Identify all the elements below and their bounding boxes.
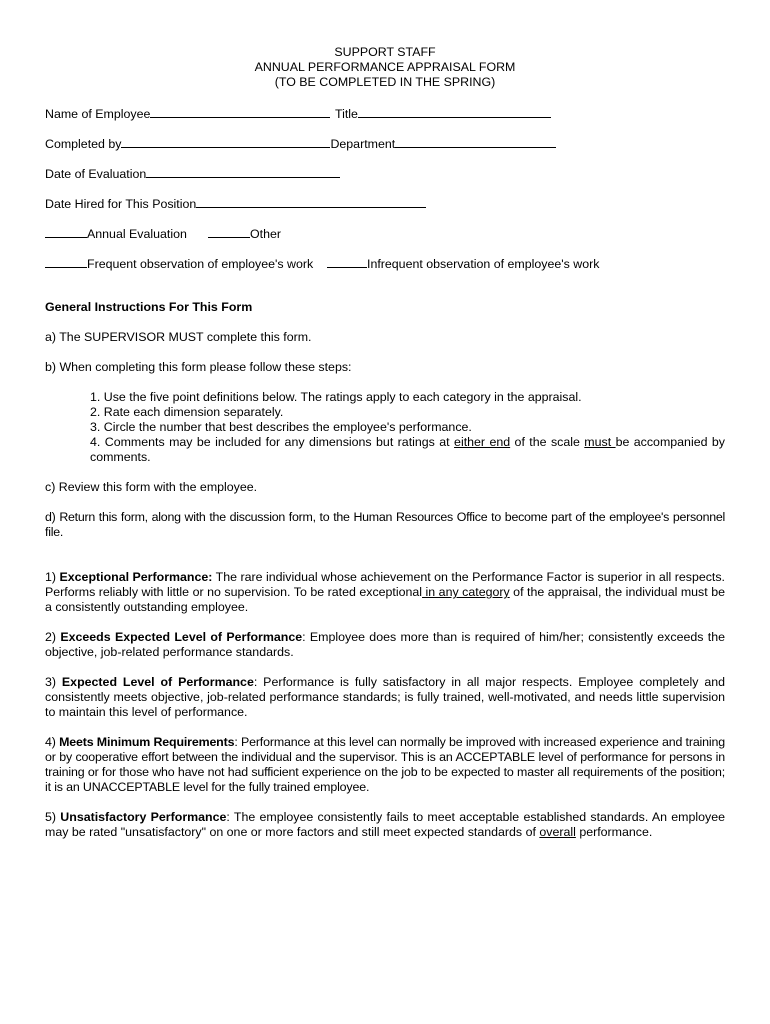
definition-2 — [45, 630, 725, 660]
definition-1-text-b: of the appraisal, the individual must be a consistently outstanding employee. — [45, 585, 725, 614]
definition-4-number: 4) — [45, 735, 60, 749]
step-2: 2. Rate each dimension separately. — [90, 405, 284, 419]
definition-2-number: 2) — [45, 630, 61, 644]
definition-4-title: Meets Minimum Requirements — [59, 735, 235, 749]
step-4 — [90, 435, 725, 465]
other-label: Other — [250, 227, 281, 241]
definition-1 — [45, 570, 725, 615]
definition-3 — [45, 675, 725, 720]
date-hired-row — [45, 195, 725, 210]
title-field[interactable] — [358, 105, 551, 118]
definition-1-text-a: The rare individual whose achievement on the Performance Factor is superior in all respects. Performs reliably with little or no supervision. To be rated exceptional — [45, 570, 725, 599]
definition-1-number: 1) — [45, 570, 60, 584]
instruction-b: b) When completing this form please follow these steps: — [45, 360, 352, 374]
instructions-heading — [45, 300, 725, 315]
name-of-employee-field[interactable] — [150, 105, 330, 118]
definition-5-overall: overall — [539, 825, 576, 839]
annual-evaluation-blank[interactable] — [45, 225, 87, 238]
title-line-3: (TO BE COMPLETED IN THE SPRING) — [274, 75, 496, 89]
definition-5 — [45, 810, 725, 840]
annual-evaluation-label: Annual Evaluation — [87, 227, 187, 241]
date-hired-label: Date Hired for This Position — [45, 197, 197, 211]
evaluation-type-row — [45, 225, 725, 240]
definition-1-title: Exceptional Performance: — [59, 570, 213, 584]
title-line-1: SUPPORT STAFF — [334, 45, 436, 59]
step-4-text-c: be accompanied by comments. — [90, 435, 725, 464]
instruction-d: d) Return this form, along with the discussion form, to the Human Resources Office to become part of the employee's personnel file. — [45, 510, 725, 539]
completed-by-field[interactable] — [121, 135, 330, 148]
instruction-a: a) The SUPERVISOR MUST complete this form. — [45, 330, 312, 344]
step-4-text-b: of the scale — [510, 435, 585, 449]
definition-1-in-any-category: in any category — [422, 585, 510, 599]
definition-2-title: Exceeds Expected Level of Performance — [60, 630, 303, 644]
definition-5-text-b: performance. — [575, 825, 653, 839]
definition-4 — [45, 735, 725, 795]
infrequent-observation-blank[interactable] — [327, 255, 367, 268]
definition-5-text-a: : The employee consistently fails to meet acceptable established standards. An employee may be rated "unsatisfactory" on one or more factors and still meet expected standards of — [45, 810, 725, 839]
form-title — [45, 45, 725, 90]
infrequent-observation-label: Infrequent observation of employee's work — [367, 257, 600, 271]
frequent-observation-label: Frequent observation of employee's work — [87, 257, 314, 271]
instructions-heading-text: General Instructions For This Form — [45, 300, 253, 314]
date-hired-field[interactable] — [196, 195, 426, 208]
other-blank[interactable] — [208, 225, 250, 238]
name-title-row — [45, 105, 725, 120]
definition-3-number: 3) — [45, 675, 62, 689]
step-3: 3. Circle the number that best describes the employee's performance. — [90, 420, 472, 434]
observation-row — [45, 255, 725, 270]
steps-list — [45, 390, 725, 465]
step-4-either-end: either end — [454, 435, 511, 449]
definition-3-title: Expected Level of Performance — [61, 675, 254, 689]
definition-4-text: : Performance at this level can normally be improved with increased experience and training or by cooperative effort between the individual and the supervisor. This is an ACCEPTABLE level of performance for persons in training or for those who have not had sufficient experience on the job to be expected to master all requirements of the position; it is an UNACCEPTABLE level for the fully trained employee. — [45, 735, 725, 794]
department-label: Department — [330, 137, 396, 151]
step-4-text-a: 4. Comments may be included for any dimensions but ratings at — [90, 435, 455, 449]
frequent-observation-blank[interactable] — [45, 255, 87, 268]
date-of-evaluation-label: Date of Evaluation — [45, 167, 147, 181]
completed-department-row — [45, 135, 725, 150]
step-4-must: must — [584, 435, 616, 449]
completed-by-label: Completed by — [45, 137, 122, 151]
definition-5-title: Unsatisfactory Performance — [60, 810, 227, 824]
definition-2-text: : Employee does more than is required of him/her; consistently exceeds the objective, job-related performance standards. — [45, 630, 725, 659]
title-line-2: ANNUAL PERFORMANCE APPRAISAL FORM — [254, 60, 516, 74]
date-of-evaluation-field[interactable] — [146, 165, 340, 178]
definition-3-text: : Performance is fully satisfactory in all major respects. Employee completely and consistently meets objective, job-related performance standards; is fully trained, well-motivated, and needs little supervision to maintain this level of performance. — [45, 675, 725, 719]
date-evaluation-row — [45, 165, 725, 180]
title-label: Title — [335, 107, 358, 121]
definition-5-number: 5) — [45, 810, 61, 824]
instruction-c: c) Review this form with the employee. — [45, 480, 258, 494]
name-of-employee-label: Name of Employee — [45, 107, 151, 121]
department-field[interactable] — [395, 135, 556, 148]
step-1: 1. Use the five point definitions below. The ratings apply to each category in the appraisal. — [90, 390, 582, 404]
